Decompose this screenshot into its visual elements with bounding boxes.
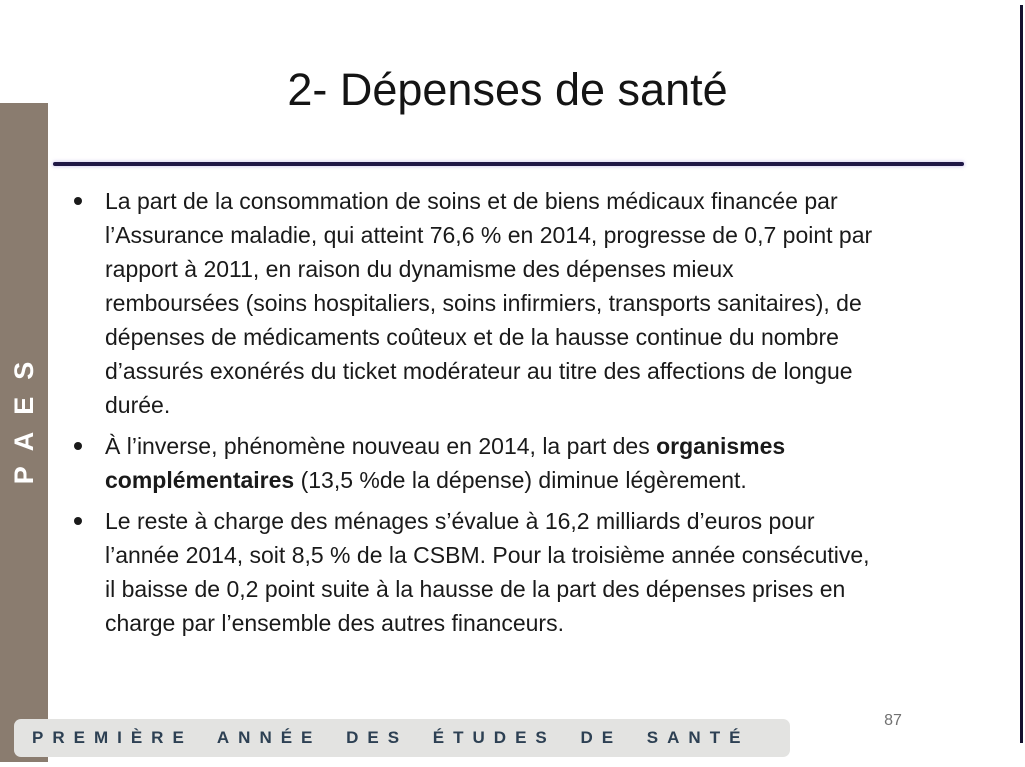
bullet-dot [74,197,82,205]
footer-label: PREMIÈRE ANNÉE DES ÉTUDES DE SANTÉ [32,728,750,747]
bullet-item [62,184,992,422]
page-number: 87 [884,712,902,729]
sidebar-label: PAES [9,344,39,485]
bullet-line: dépenses de médicaments coûteux et de la hausse continue du nombre [105,324,839,350]
bullet-line: remboursées (soins hospitaliers, soins infirmiers, transports sanitaires), de [105,290,862,316]
page-title: 2- Dépenses de santé [287,64,728,115]
bullet-line: complémentaires (13,5 %de la dépense) diminue légèrement. [105,467,747,493]
bullet-item [62,504,992,640]
bullet-line: rapport à 2011, en raison du dynamisme des dépenses mieux [105,256,734,282]
footer-ribbon [14,719,790,757]
right-edge-rule [1020,5,1023,743]
title-divider [53,162,964,166]
bullet-line: durée. [105,392,171,418]
bullet-line: À l’inverse, phénomène nouveau en 2014, la part des organismes [105,433,786,459]
bullet-line: d’assurés exonérés du ticket modérateur au titre des affections de longue [105,358,853,384]
bullet-list [62,184,992,647]
bullet-dot [74,442,82,450]
bullet-dot [74,517,82,525]
bullet-line: l’Assurance maladie, qui atteint 76,6 % en 2014, progresse de 0,7 point par [105,222,873,248]
bullet-line: Le reste à charge des ménages s’évalue à 16,2 milliards d’euros pour [105,508,815,534]
sidebar-paes [0,103,48,762]
bullet-line: La part de la consommation de soins et de biens médicaux financée par [105,188,838,214]
bullet-line: il baisse de 0,2 point suite à la hausse de la part des dépenses prises en [105,576,846,602]
bullet-line: charge par l’ensemble des autres financeurs. [105,610,564,636]
bullet-item [62,429,992,497]
bullet-line: l’année 2014, soit 8,5 % de la CSBM. Pour la troisième année consécutive, [105,542,870,568]
